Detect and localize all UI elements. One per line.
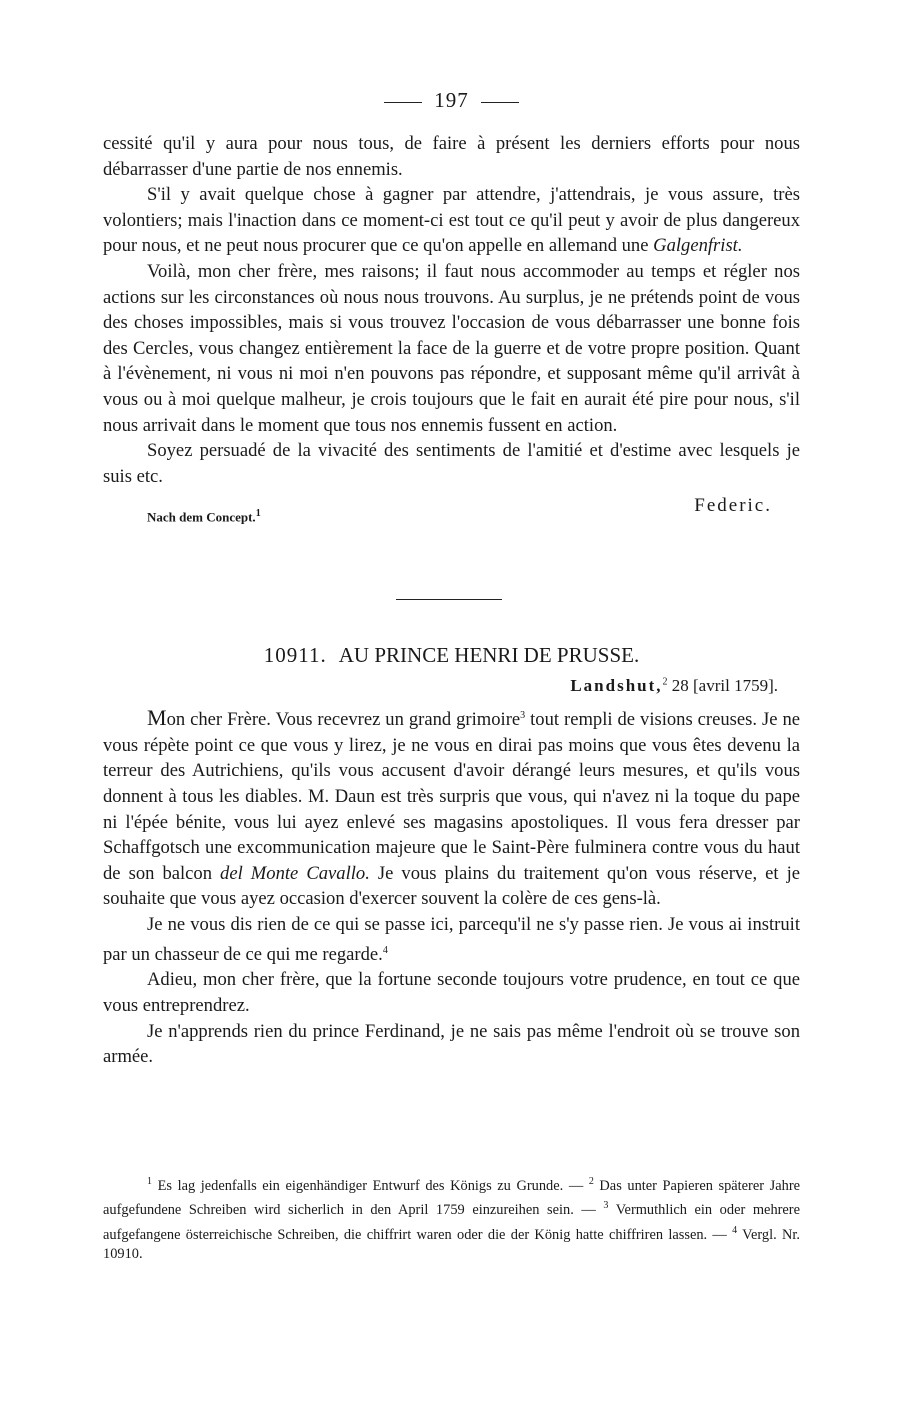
letter-title: AU PRINCE HENRI DE PRUSSE. [338,643,640,667]
paragraph: Adieu, mon cher frère, que la fortune seconde toujours votre prudence, en tout ce que vous entreprendrez. [103,969,800,1016]
header-dash-left [384,102,422,103]
paragraph-text: Je vous plains du traitement qu'on vous réserve, et je souhaite que vous ayez occasion d'exercer souvent la colère de ces gens-là. [103,862,800,910]
paragraph: cessité qu'il y aura pour nous tous, de faire à présent les derniers efforts pour nous débarrasser d'une partie de nos ennemis. [103,133,800,180]
paragraph [103,703,800,912]
header-dash-right [481,102,519,103]
source-note-text: Nach dem Concept. [147,509,256,525]
footnote-ref: 2 [662,676,668,688]
footnote-mark: 3 [603,1200,609,1212]
page-number: 197 [434,88,469,112]
footnote-block [103,1172,800,1264]
paragraph-text: tout rempli de visions creuses. Je ne vous répète point ce que vous y lirez, je ne vous en dirai pas moins que vous êtes devenu la terreur des Autrichiens, qu'ils vous accusent d'avoir dérangé leurs mesures, et qu'ils vous donnent à tous les diables. M. Daun est très surpris que vous, qui n'avez ni la toque du pape ni l'épée bénite, vous lui ayez enlevé ses magasins apostoliques. Il vous fera dresser par Schaffgotsch une excommunication majeure que le Saint-Père fulminera contre vous du haut de son balcon [103,709,800,884]
paragraph-text: Je ne vous dis rien de ce qui se passe ici, parcequ'il ne s'y passe rien. Je vous ai instruit par un chasseur de ce qui me regarde. [103,913,800,965]
paragraph: Je n'apprends rien du prince Ferdinand, je ne sais pas même l'endroit où se trouve son armée. [103,1020,800,1068]
paragraph: Soyez persuadé de la vivacité des sentiments de l'amitié et d'estime avec lesquels je suis etc. [103,440,800,487]
section-divider [396,599,502,600]
letter-date: 28 [avril 1759]. [671,676,778,695]
footnote-text: Vergl. Nr. 10910. [103,1226,800,1262]
italic-term: Galgenfrist. [653,235,743,257]
letter-heading [103,643,800,668]
paragraph-text: on cher Frère. Vous recevrez un grand grimoire [166,709,521,731]
footnote-text: Vermuthlich ein oder mehrere aufgefangene österreichische Schreiben, die chiffrirt waren oder die der König hatte chiffriren lassen. — [103,1202,800,1243]
paragraph [103,182,800,259]
source-note [147,501,261,530]
signature: Federic. [694,495,772,517]
paragraph: Voilà, mon cher frère, mes raisons; il faut nous accommoder au temps et régler nos actions sur les circonstances où nous nous trouvons. Au surplus, je ne prétends point de vous des choses impossibles, mais si vous trouvez l'occasion de vous débarrasser une bonne fois des Cercles, vous changez entièrement la face de la guerre et de votre propre position. Quant à l'évènement, ni vous ni moi n'en pouvons pas répondre, et supposant même qu'il arrivât à vous ou à moi quelque malheur, je crois toujours que le fait en aurait été pire pour nous, s'il nous arrivait dans le moment que tous nos ennemis fussent en action. [103,260,800,436]
page-header [103,88,800,113]
place-date [570,676,778,696]
footnote-ref: 3 [520,710,526,721]
footnote-mark: 4 [732,1224,738,1236]
footnote-mark: 2 [588,1176,594,1187]
footnote-ref: 1 [255,508,261,520]
place-name: Landshut, [570,676,663,695]
footnote-text: Das unter Papieren späterer Jahre aufgefundene Schreiben wird sicherlich in den April 1759 einzureihen sein. — [103,1177,800,1219]
footnotes [103,1172,800,1264]
footnote-ref: 4 [382,944,388,956]
paragraph-text: S'il y avait quelque chose à gagner par attendre, j'attendrais, je vous assure, très volontiers; mais l'inaction dans ce moment-ci est tout ce qu'il peut y avoir de plus dangereux pour nous, et ne peut nous procurer que ce qu'on appelle en allemand une [103,184,800,257]
italic-term: del Monte Cavallo. [220,862,370,884]
letter-number: 10911. [263,643,327,667]
paragraph [103,912,800,967]
footnote-mark: 1 [147,1176,152,1187]
letter-continuation [103,131,800,523]
letter-body [103,703,800,1070]
footnote-text: Es lag jedenfalls ein eigenhändiger Entwurf des Königs zu Grunde. — [152,1177,589,1194]
initial-letter: M [147,705,167,731]
signature-row [103,493,800,523]
